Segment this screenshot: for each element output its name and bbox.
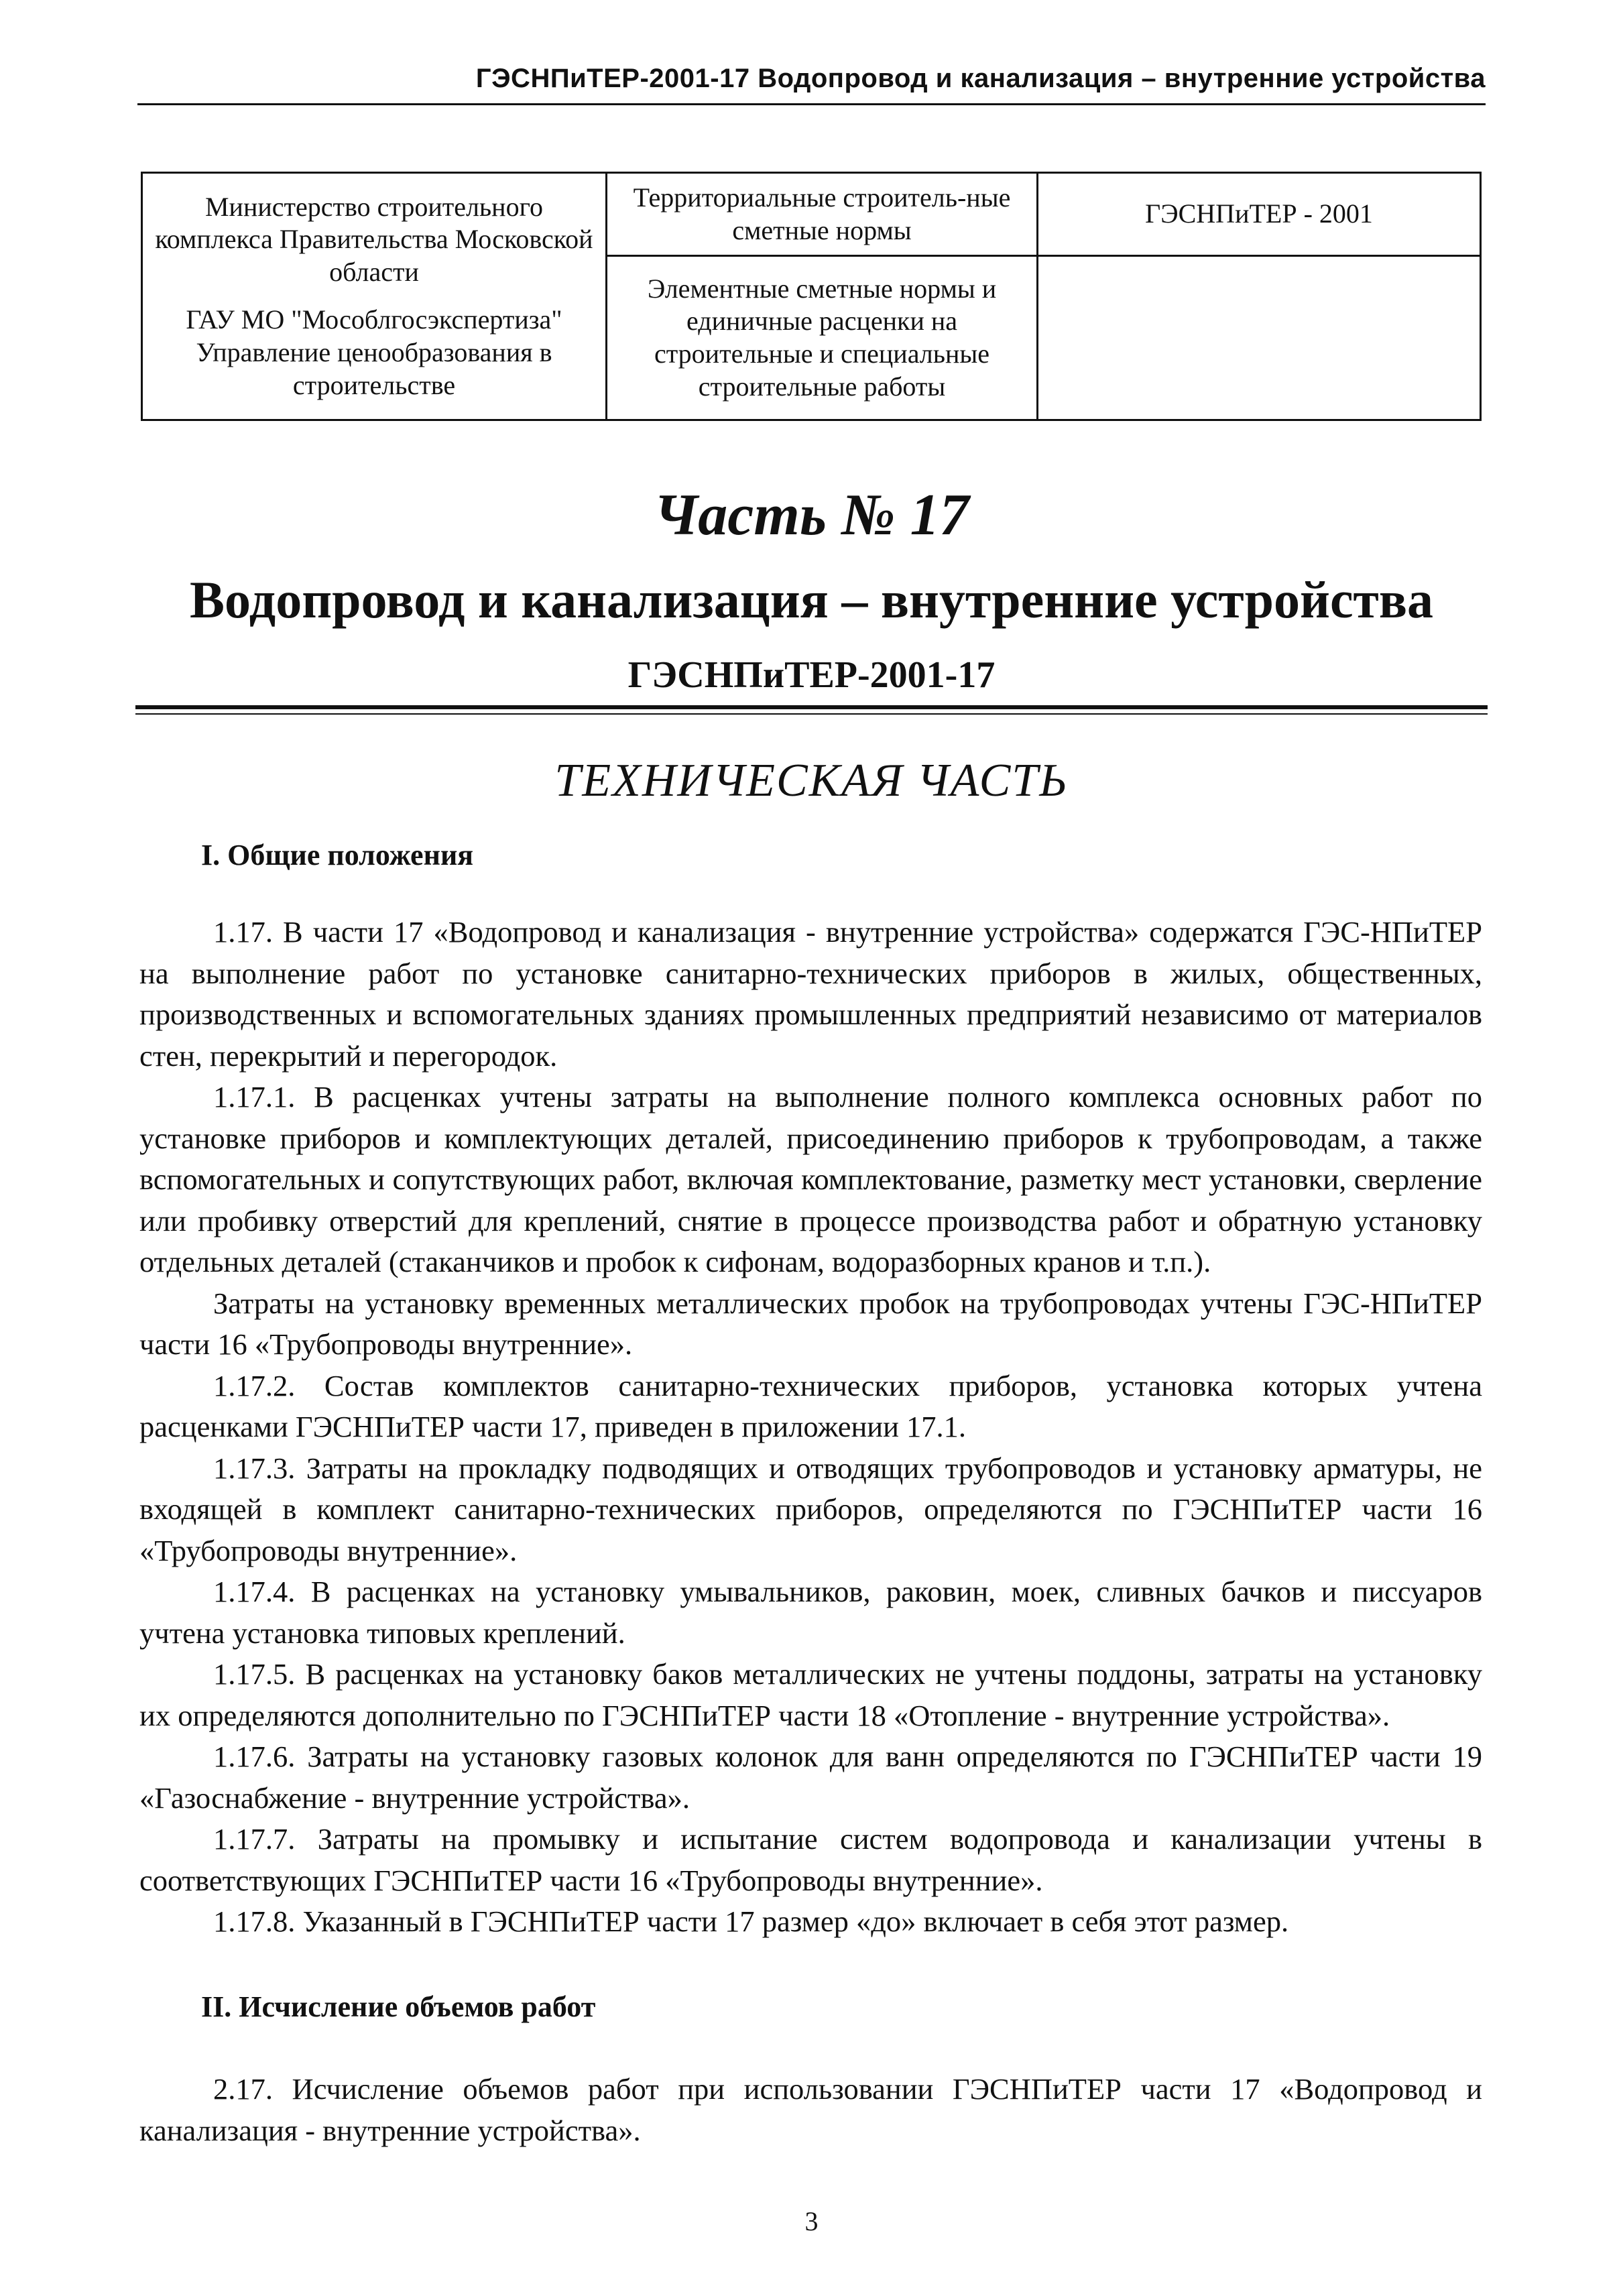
title-divider xyxy=(135,705,1488,709)
paragraph: 1.17.7. Затраты на промывку и испытание систем водопровода и канализации учтены в соответствующих ГЭСНПиТЕР части 16 «Трубопроводы внутренние». xyxy=(139,1822,1482,1897)
paragraph: 2.17. Исчисление объемов работ при использовании ГЭСНПиТЕР части 17 «Водопровод и канализация - внутренние устройства». xyxy=(139,2072,1482,2147)
organization-cell xyxy=(142,173,607,420)
paragraph: 1.17.5. В расценках на установку баков металлических не учтены поддоны, затраты на установку их определяются дополнительно по ГЭСНПиТЕР части 18 «Отопление - внутренние устройства». xyxy=(139,1657,1482,1732)
norms-type-cell: Территориальные строитель-ные сметные нормы xyxy=(607,173,1038,256)
norms-description-cell: Элементные сметные нормы и единичные расценки на строительные и специальные строительные работы xyxy=(607,256,1038,420)
volume-calculation-text xyxy=(139,2069,1482,2151)
part-number: Часть № 17 xyxy=(654,483,969,548)
agency-name: ГАУ МО "Мособлгосэкспертиза" Управление ценообразования в строительстве xyxy=(186,304,562,400)
running-header: ГЭСНПиТЕР-2001-17 Водопровод и канализация – внутренние устройства xyxy=(137,64,1486,105)
page-number: 3 xyxy=(804,2206,819,2236)
paragraph: 1.17.2. Состав комплектов санитарно-технических приборов, установка которых учтена расценками ГЭСНПиТЕР части 17, приведен в приложении 17.1. xyxy=(139,1368,1482,1443)
title-divider-thin xyxy=(135,713,1488,715)
paragraph: 1.17.8. Указанный в ГЭСНПиТЕР части 17 размер «до» включает в себя этот размер. xyxy=(213,1905,1289,1938)
general-provisions-text xyxy=(139,912,1482,1943)
empty-cell xyxy=(1038,256,1481,420)
paragraph: 1.17.4. В расценках на установку умывальников, раковин, моек, сливных бачков и писсуаров учтена установка типовых креплений. xyxy=(139,1575,1482,1650)
paragraph: 1.17.6. Затраты на установку газовых колонок для ванн определяются по ГЭСНПиТЕР части 19 «Газоснабжение - внутренние устройства». xyxy=(139,1740,1482,1815)
code-cell: ГЭСНПиТЕР - 2001 xyxy=(1038,173,1481,256)
paragraph: 1.17.3. Затраты на прокладку подводящих и отводящих трубопроводов и установку арматуры, не входящей в комплект санитарно-технических приборов, определяются по ГЭСНПиТЕР части 16 «Трубопроводы внутренние». xyxy=(139,1451,1482,1567)
subsection-heading-volumes: II. Исчисление объемов работ xyxy=(201,1990,596,2023)
header-table-row xyxy=(142,173,1481,256)
paragraph: 1.17.1. В расценках учтены затраты на выполнение полного комплекса основных работ по установке приборов и комплектующих деталей, присоединению приборов к трубопроводам, а также вспомогательных и сопутствующих работ, включая комплектование, разметку мест установки, сверление или пробивку отверстий для креплений, снятие в процессе производства работ и обратную установку отдельных деталей (стаканчиков и пробок к сифонам, водоразборных кранов и т.п.). xyxy=(139,1080,1482,1278)
paragraph: 1.17. В части 17 «Водопровод и канализация - внутренние устройства» содержатся ГЭС-НПиТЕР на выполнение работ по установке санитарно-технических приборов в жилых, общественных, производственных и вспомогательных зданиях промышленных предприятий независимо от материалов стен, перекрытий и перегородок. xyxy=(139,915,1482,1073)
paragraph: Затраты на установку временных металлических пробок на трубопроводах учтены ГЭС-НПиТЕР части 16 «Трубопроводы внутренние». xyxy=(139,1286,1482,1361)
document-title: Водопровод и канализация – внутренние устройства xyxy=(189,570,1433,629)
ministry-name: Министерство строительного комплекса Правительства Московской области xyxy=(155,191,593,288)
document-code: ГЭСНПиТЕР-2001-17 xyxy=(627,654,996,696)
section-title: ТЕХНИЧЕСКАЯ ЧАСТЬ xyxy=(554,755,1069,806)
header-table xyxy=(141,172,1482,421)
subsection-heading-general: I. Общие положения xyxy=(201,839,474,871)
